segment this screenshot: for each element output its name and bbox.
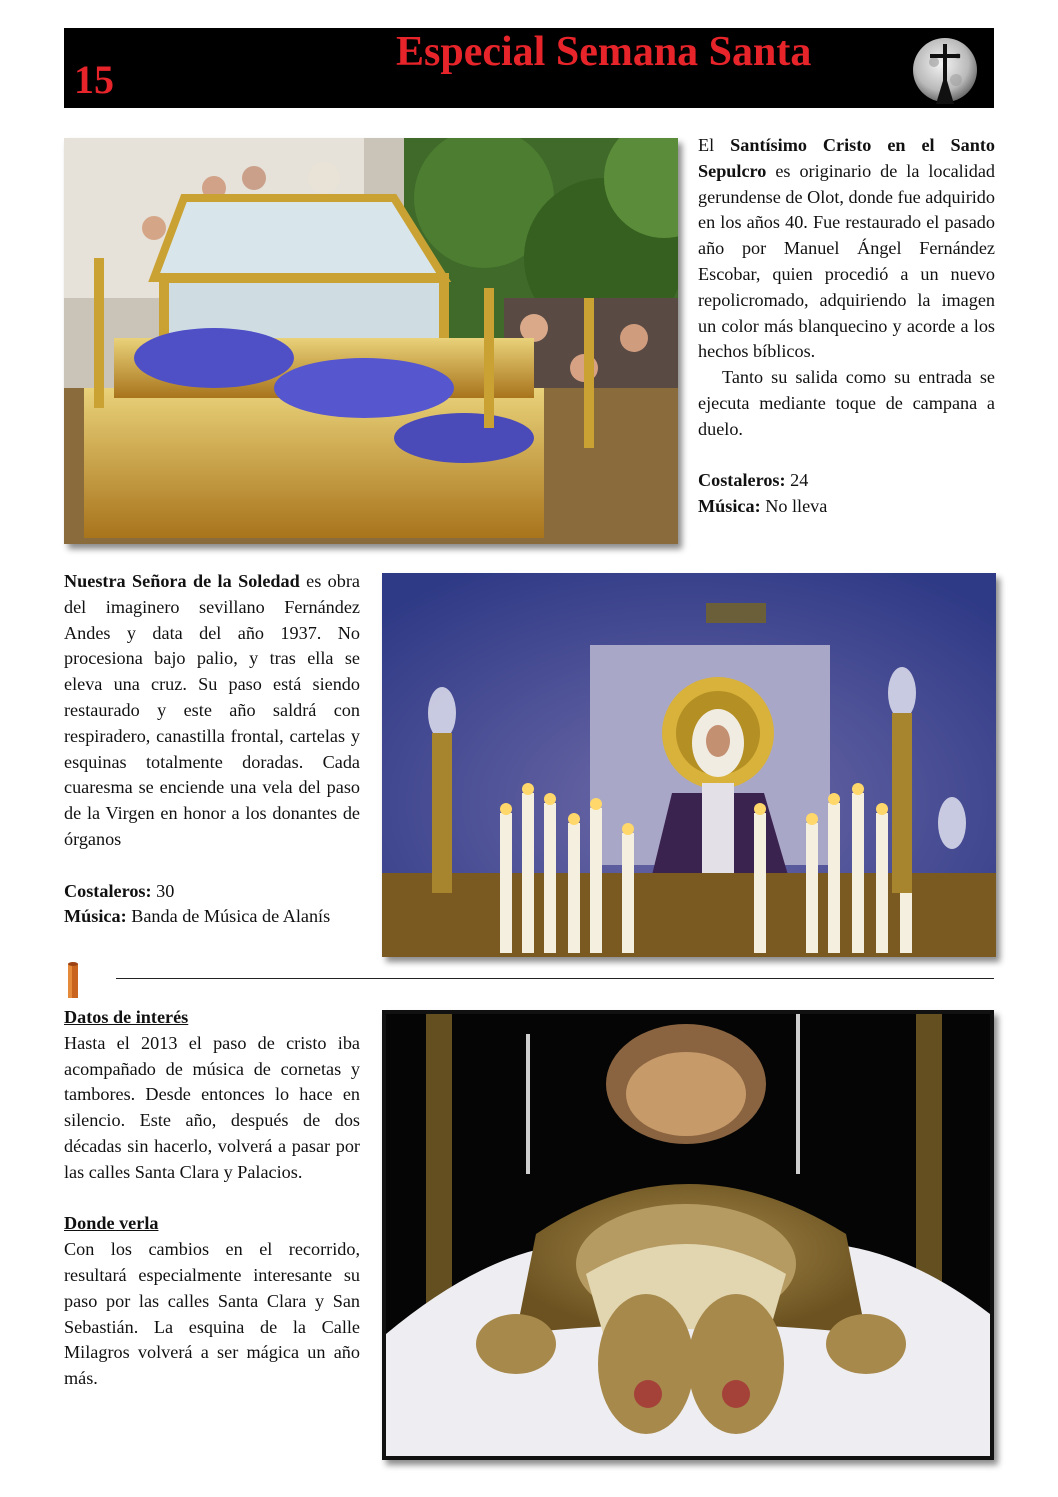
page-number: 15 (74, 57, 114, 102)
datos-text: Hasta el 2013 el paso de cristo iba acompañado de música de cornetas y tambores. Desde entonces lo hace en silencio. Este año, después de dos décadas sin hacerlo, volverá a pasar por las calles Santa Clara y Palacios. (64, 1032, 360, 1182)
page-header (64, 28, 994, 108)
donde-heading: Donde verla (64, 1213, 159, 1234)
recumbent-christ-photo (382, 1010, 994, 1460)
virgin-candles-photo (382, 573, 996, 957)
soledad-description: Nuestra Señora de la Soledad es obra del imaginero sevillano Fernández Andes y data del año 1937. No procesiona bajo palio, y tras ella se eleva una cruz. Su paso está siendo restaurado y este año saldrá con respiradero, canastilla frontal, cartelas y esquinas totalmente doradas. Cada cuaresma se enciende una vela del paso de la Virgen en honor a los donantes de órganos Costaleros: 30 Música: Banda de Música de Alanís (64, 571, 360, 927)
golden-float-photo (64, 138, 678, 544)
candle-icon (66, 960, 80, 998)
cristo-description: El Santísimo Cristo en el Santo Sepulcro es originario de la localidad gerundense de Olot, donde fue adquirido en los años 40. Fue restaurado el pasado año por Manuel Ángel Fernández Escobar, quien procedió a un nuevo repolicromado, adquiriendo la imagen un color más blanquecino y acorde a los hechos bíblicos. Tanto su salida como su entrada se ejecuta mediante toque de campana a duelo. Costaleros: 24 Música: No lleva (698, 135, 996, 517)
soledad-name: Nuestra Señora de la Soledad (64, 571, 300, 591)
page-title: Especial Semana Santa (396, 29, 812, 75)
soledad-costaleros: 30 (156, 880, 175, 901)
cristo-musica: No lleva (765, 496, 828, 517)
moon-crucifix-icon (910, 34, 980, 104)
datos-heading: Datos de interés (64, 1007, 189, 1027)
donde-text: Con los cambios en el recorrido, resultará especialmente interesante su paso por las calles Santa Clara y San Sebastián. La esquina de la Calle Milagros volverá a ser mágica un año más. (64, 1239, 360, 1389)
cristo-costaleros: 24 (790, 470, 809, 491)
section-divider (116, 978, 994, 979)
soledad-musica: Banda de Música de Alanís (131, 906, 331, 927)
info-column (64, 1005, 360, 1392)
cristo-name: Santísimo Cristo en el Santo Sepulcro (698, 135, 995, 181)
